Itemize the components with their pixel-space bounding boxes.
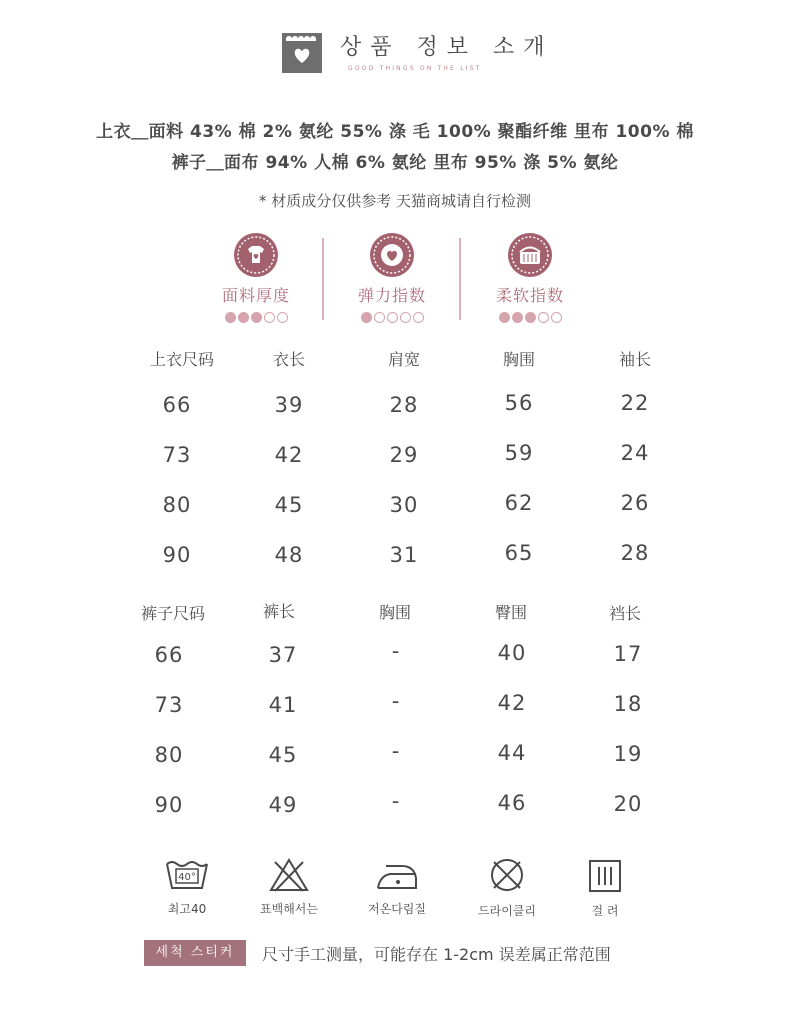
page-subtitle: GOOD THINGS ON THE LIST — [348, 65, 482, 72]
table-cell: 59 — [504, 441, 534, 465]
table-cell: 66 — [154, 643, 184, 667]
table-header: 上衣尺码 — [149, 350, 214, 369]
composition-note: * 材质成分仅供参考 天猫商城请自行检测 — [258, 192, 532, 210]
table-cell: 42 — [274, 443, 304, 467]
table-cell: - — [391, 789, 401, 813]
table-header: 肩宽 — [387, 350, 420, 369]
table-cell: 24 — [620, 441, 650, 465]
table-header: 胸围 — [502, 350, 535, 369]
table-header: 胸围 — [378, 603, 411, 622]
table-header: 衣长 — [272, 350, 305, 369]
table-cell: 45 — [274, 493, 304, 517]
care-wash — [132, 858, 242, 917]
table-cell: 31 — [389, 543, 419, 567]
low-iron-icon — [374, 858, 420, 892]
table-cell: 62 — [504, 491, 534, 515]
composition-top: 上衣＿面料 43% 棉 2% 氨纶 55% 涤 毛 100% 聚酯纤维 里布 100% 棉 — [96, 122, 694, 142]
care-sticker-badge: 세척 스티커 — [144, 940, 246, 966]
table-header: 袖长 — [618, 350, 651, 369]
table-cell: 39 — [274, 393, 304, 417]
table-cell: 18 — [613, 692, 643, 716]
table-cell: 48 — [274, 543, 304, 567]
rating-dots — [186, 312, 326, 323]
table-cell: 37 — [268, 643, 298, 667]
rating-dots — [322, 312, 462, 323]
table-cell: 65 — [504, 541, 534, 565]
table-header: 裤长 — [262, 602, 295, 621]
brand-logo — [282, 33, 322, 73]
table-cell: 56 — [504, 391, 534, 415]
table-cell: 45 — [268, 743, 298, 767]
care-label: 표백해서는 — [260, 902, 318, 916]
table-cell: 19 — [613, 742, 643, 766]
care-label: 걸 려 — [591, 904, 619, 918]
care-bleach — [234, 858, 344, 917]
indicator-label: 面料厚度 — [221, 286, 290, 305]
table-cell: 73 — [154, 693, 184, 717]
wash-40-icon — [164, 858, 210, 892]
page-title: 상품 정보 소개 — [340, 35, 554, 60]
table-header: 裤子尺码 — [140, 604, 205, 623]
rating-dots — [460, 312, 600, 323]
composition-pants: 裤子＿面布 94% 人棉 6% 氨纶 里布 95% 涤 5% 氨纶 — [171, 153, 619, 173]
table-cell: 42 — [497, 691, 527, 715]
table-cell: - — [391, 739, 401, 763]
table-cell: 44 — [497, 741, 527, 765]
no-dry-clean-icon — [488, 856, 526, 894]
indicator-label: 柔软指数 — [495, 286, 564, 305]
table-header: 臀围 — [494, 603, 527, 622]
table-header: 裆长 — [608, 604, 641, 623]
size-note: 尺寸手工测量，可能存在 1-2cm 误差属正常范围 — [262, 945, 611, 964]
care-label: 저온다림질 — [368, 902, 426, 916]
cake-icon — [508, 233, 552, 277]
table-cell: 30 — [389, 493, 419, 517]
indicator-elasticity — [322, 233, 462, 323]
table-cell: 66 — [162, 393, 192, 417]
table-cell: 49 — [268, 793, 298, 817]
indicator-label: 弹力指数 — [357, 286, 426, 305]
hang-dry-icon — [587, 858, 623, 894]
svg-text:40°: 40° — [178, 872, 196, 883]
table-cell: 26 — [620, 491, 650, 515]
table-cell: 40 — [497, 641, 527, 665]
heart-badge-icon — [370, 233, 414, 277]
table-cell: 22 — [620, 391, 650, 415]
table-cell: - — [391, 689, 401, 713]
table-cell: 17 — [613, 642, 643, 666]
table-cell: - — [391, 639, 401, 663]
care-dry-clean — [452, 856, 562, 919]
shirt-icon — [234, 233, 278, 277]
table-cell: 73 — [162, 443, 192, 467]
indicator-softness — [460, 233, 600, 323]
table-cell: 28 — [620, 541, 650, 565]
table-cell: 28 — [389, 393, 419, 417]
care-label: 최고40 — [167, 902, 207, 916]
table-cell: 90 — [154, 793, 184, 817]
no-bleach-icon — [269, 858, 309, 892]
table-cell: 29 — [389, 443, 419, 467]
indicator-thickness — [186, 233, 326, 323]
table-cell: 80 — [162, 493, 192, 517]
table-cell: 46 — [497, 791, 527, 815]
table-cell: 80 — [154, 743, 184, 767]
care-hang-dry — [550, 858, 660, 919]
care-label: 드라이클리 — [478, 904, 536, 918]
care-iron — [342, 858, 452, 917]
table-cell: 90 — [162, 543, 192, 567]
table-cell: 20 — [613, 792, 643, 816]
table-cell: 41 — [268, 693, 298, 717]
